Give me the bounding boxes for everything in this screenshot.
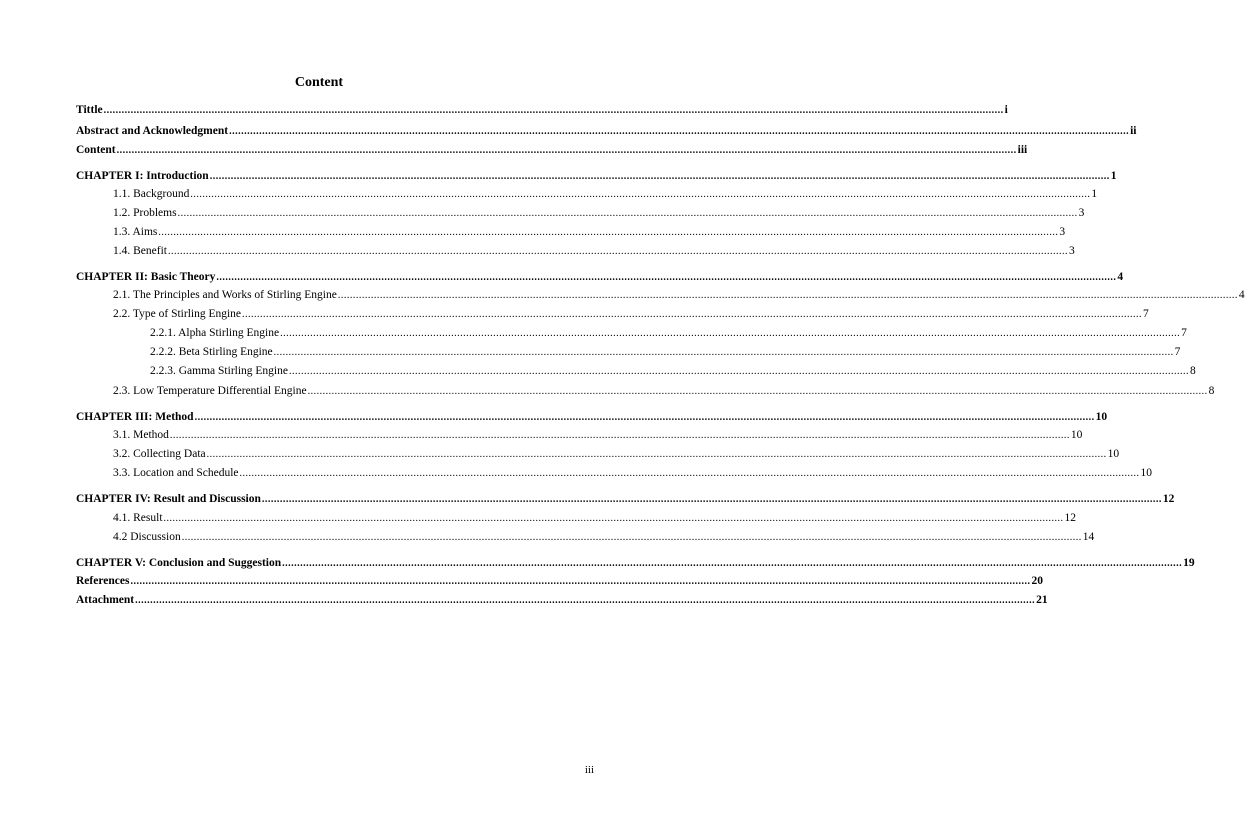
toc-entry [150, 345, 1181, 360]
toc-entry [76, 103, 1008, 118]
toc-entry-label: 2.3. Low Temperature Differential Engine [113, 385, 307, 397]
toc-dot-leader: ............................................................................................................................................................................................................................................................................................................ [103, 105, 1004, 116]
toc-dot-leader: ............................................................................................................................................................................................................................................................................................................ [169, 430, 1070, 441]
toc-dot-leader: ............................................................................................................................................................................................................................................................................................................ [130, 576, 1031, 587]
page-title: Content [294, 75, 344, 90]
toc-entry-label: Content [76, 144, 116, 156]
toc-entry-label: 2.1. The Principles and Works of Stirling Engine [113, 289, 337, 301]
page-number: iii [584, 764, 594, 776]
toc-entry-page: 10 [1095, 411, 1108, 423]
toc-entry-label: CHAPTER II: Basic Theory [76, 271, 216, 283]
toc-entry-page: 4 [1117, 271, 1124, 283]
toc-entry [113, 530, 1095, 545]
toc-entry-label: CHAPTER IV: Result and Discussion [76, 493, 261, 505]
toc-dot-leader: ............................................................................................................................................................................................................................................................................................................ [280, 328, 1181, 339]
toc-dot-leader: ............................................................................................................................................................................................................................................................................................................ [135, 595, 1036, 606]
toc-entry [113, 187, 1098, 202]
toc-entry-page: 4 [1238, 289, 1245, 301]
toc-entry-page: 7 [1181, 327, 1187, 339]
toc-dot-leader: ............................................................................................................................................................................................................................................................................................................ [190, 189, 1091, 200]
toc-entry [113, 244, 1075, 259]
toc-entry-page: 12 [1162, 493, 1175, 505]
toc-entry-page: 3 [1078, 207, 1085, 219]
toc-entry-page: 12 [1064, 512, 1077, 524]
toc-entry-page: 8 [1208, 385, 1215, 397]
toc-entry-label: 2.2.1. Alpha Stirling Engine [150, 327, 280, 339]
toc-entry-page: i [1004, 104, 1008, 116]
toc-entry [113, 288, 1245, 303]
toc-entry [113, 511, 1077, 526]
toc-dot-leader: ............................................................................................................................................................................................................................................................................................................ [206, 449, 1107, 460]
toc-entry-label: 2.2.2. Beta Stirling Engine [150, 346, 273, 358]
toc-entry [76, 143, 1028, 158]
toc-dot-leader: ............................................................................................................................................................................................................................................................................................................ [261, 494, 1162, 505]
toc-dot-leader: ............................................................................................................................................................................................................................................................................................................ [337, 290, 1238, 301]
toc-entry-page: 10 [1070, 429, 1083, 441]
toc-entry-label: 1.2. Problems [113, 207, 177, 219]
toc-entry [113, 225, 1066, 240]
toc-entry-label: 1.1. Background [113, 188, 190, 200]
toc-dot-leader: ............................................................................................................................................................................................................................................................................................................ [273, 347, 1174, 358]
toc-entry [76, 593, 1048, 608]
toc-entry-label: CHAPTER V: Conclusion and Suggestion [76, 557, 282, 569]
toc-entry-page: 7 [1174, 346, 1181, 358]
toc-entry [113, 307, 1149, 322]
toc-dot-leader: ............................................................................................................................................................................................................................................................................................................ [158, 227, 1059, 238]
toc-entry-label: Abstract and Acknowledgment [76, 125, 229, 137]
toc-dot-leader: ............................................................................................................................................................................................................................................................................................................ [216, 272, 1117, 283]
toc-entry [150, 326, 1187, 341]
toc-dot-leader: ............................................................................................................................................................................................................................................................................................................ [242, 309, 1143, 320]
toc-entry-page: 3 [1068, 245, 1075, 257]
toc-entry-label: 1.3. Aims [113, 226, 158, 238]
toc-dot-leader: ............................................................................................................................................................................................................................................................................................................ [177, 208, 1078, 219]
toc-entry [76, 556, 1195, 571]
toc-dot-leader: ............................................................................................................................................................................................................................................................................................................ [209, 171, 1110, 182]
toc-dot-leader: ............................................................................................................................................................................................................................................................................................................ [229, 126, 1130, 137]
toc-entry-label: 4.1. Result [113, 512, 163, 524]
toc-entry-page: 1 [1091, 188, 1098, 200]
toc-dot-leader: ............................................................................................................................................................................................................................................................................................................ [167, 246, 1068, 257]
toc-entry [113, 447, 1120, 462]
toc-entry-label: CHAPTER III: Method [76, 411, 194, 423]
toc-entry [113, 384, 1215, 399]
toc-entry-label: References [76, 575, 130, 587]
toc-entry-page: 7 [1143, 308, 1149, 320]
toc-entry-page: 10 [1107, 448, 1120, 460]
toc-entry-label: Attachment [76, 594, 135, 606]
toc-entry [113, 466, 1153, 481]
toc-entry-page: 3 [1059, 226, 1066, 238]
toc-entry-label: Tittle [76, 104, 103, 116]
toc-dot-leader: ............................................................................................................................................................................................................................................................................................................ [282, 558, 1183, 569]
toc-entry-page: 10 [1140, 467, 1153, 479]
toc-entry-page: ii [1130, 125, 1137, 137]
toc-entry-page: 21 [1036, 594, 1048, 606]
toc-entry [76, 492, 1175, 507]
toc-dot-leader: ............................................................................................................................................................................................................................................................................................................ [194, 412, 1095, 423]
toc-entry [76, 574, 1043, 589]
toc-entry-page: 20 [1031, 575, 1043, 587]
toc-dot-leader: ............................................................................................................................................................................................................................................................................................................ [163, 513, 1064, 524]
toc-entry-page: 14 [1082, 531, 1095, 543]
toc-dot-leader: ............................................................................................................................................................................................................................................................................................................ [239, 468, 1140, 479]
toc-entry-page: 19 [1183, 557, 1195, 569]
toc-entry-label: 3.2. Collecting Data [113, 448, 206, 460]
toc-dot-leader: ............................................................................................................................................................................................................................................................................................................ [116, 145, 1017, 156]
toc-entry-label: 2.2.3. Gamma Stirling Engine [150, 365, 288, 377]
toc-entry-label: CHAPTER I: Introduction [76, 170, 209, 182]
toc-entry-label: 1.4. Benefit [113, 245, 167, 257]
toc-entry-label: 2.2. Type of Stirling Engine [113, 308, 242, 320]
toc-entry [113, 206, 1085, 221]
toc-entry [150, 364, 1196, 379]
toc-entry [113, 428, 1083, 443]
toc-entry [76, 270, 1124, 285]
toc-entry-page: 1 [1110, 170, 1117, 182]
toc-entry-label: 3.3. Location and Schedule [113, 467, 239, 479]
toc-entry [76, 169, 1117, 184]
toc-entry-label: 3.1. Method [113, 429, 169, 441]
toc-dot-leader: ............................................................................................................................................................................................................................................................................................................ [307, 386, 1208, 397]
toc-entry-page: 8 [1189, 365, 1196, 377]
toc-entry-page: iii [1017, 144, 1028, 156]
toc-dot-leader: ............................................................................................................................................................................................................................................................................................................ [288, 366, 1189, 377]
toc-dot-leader: ............................................................................................................................................................................................................................................................................................................ [181, 532, 1082, 543]
toc-entry [76, 410, 1108, 425]
toc-entry [76, 124, 1137, 139]
toc-entry-label: 4.2 Discussion [113, 531, 181, 543]
